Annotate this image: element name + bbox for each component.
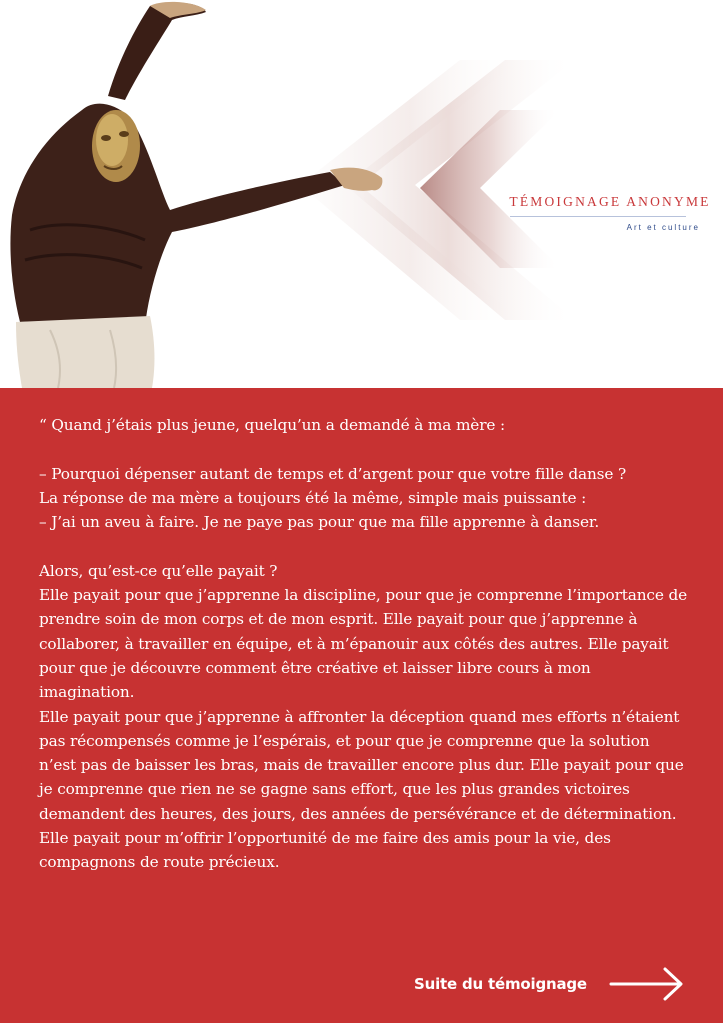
paragraph-intro: “ Quand j’étais plus jeune, quelqu’un a demandé à ma mère : bbox=[39, 416, 505, 434]
paragraph-answer-intro: La réponse de ma mère a toujours été la même, simple mais puissante : bbox=[39, 488, 587, 507]
header-area bbox=[0, 0, 723, 388]
header-divider bbox=[510, 216, 686, 217]
paragraph-answer: – J’ai un aveu à faire. Je ne paye pas pour que ma fille apprenne à danser. bbox=[39, 513, 600, 532]
paragraph-spacer bbox=[39, 534, 689, 558]
header-title: TÉMOIGNAGE ANONYME bbox=[509, 194, 711, 209]
paragraph-spacer bbox=[39, 437, 689, 461]
testimony-panel bbox=[0, 388, 723, 1023]
header-block bbox=[506, 194, 714, 232]
dancer-photo bbox=[0, 0, 400, 388]
continue-link[interactable] bbox=[414, 966, 685, 1002]
paragraph-discipline: Elle payait pour que j’apprenne la discipline, pour que je comprenne l’importance de prendre soin de mon corps et de mon esprit. Elle payait pour que j’apprenne à collaborer, à travailler en équipe, et à m’épanouir aux côtés des autres. Elle payait pour que je découvre comment être créative et laisser libre cours à mon imagination. bbox=[39, 586, 688, 702]
paragraph-alors: Alors, qu’est-ce qu’elle payait ? bbox=[39, 561, 278, 580]
continue-link-label[interactable]: Suite du témoignage bbox=[414, 975, 587, 993]
arrow-right-icon[interactable] bbox=[609, 966, 685, 1002]
paragraph-amis: Elle payait pour m’offrir l’opportunité de me faire des amis pour la vie, des compagnons de route précieux. bbox=[39, 829, 611, 872]
paragraph-question: – Pourquoi dépenser autant de temps et d’argent pour que votre fille danse ? bbox=[39, 464, 627, 483]
testimony-text bbox=[39, 413, 689, 875]
paragraph-deception: Elle payait pour que j’apprenne à affronter la déception quand mes efforts n’étaient pas récompensés comme je l’espérais, et pour que je comprenne que la solution n’est pas de baisser les bras, mais de travailler encore plus dur. Elle payait pour que je comprenne que rien ne se gagne sans effort, que les plus grandes victoires demandent des heures, des jours, des années de persévérance et de détermination. bbox=[39, 707, 684, 823]
header-subtitle: Art et culture bbox=[626, 223, 700, 232]
